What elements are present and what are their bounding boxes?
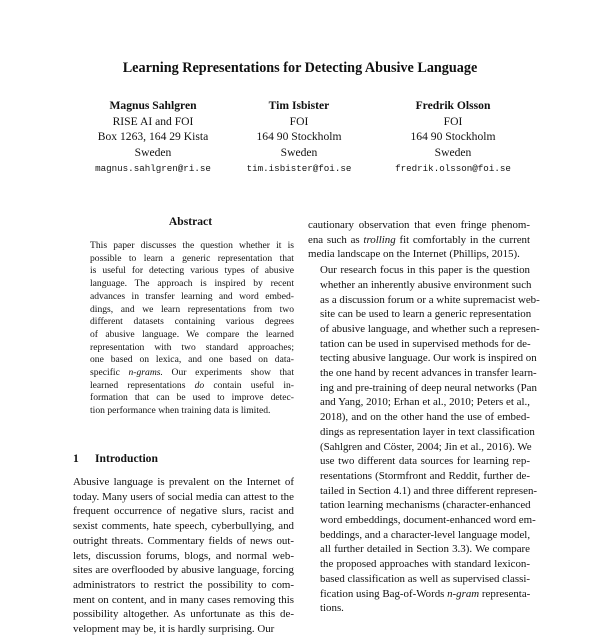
text-line: administrators to restrict the possibility to com- [73, 578, 294, 591]
author-country: Sweden [434, 145, 472, 159]
text-line: tions. [320, 602, 344, 615]
text-line: lets, discussion forums, blogs, and normal web- [73, 549, 294, 562]
text-line: media landscape on the Internet (Phillips, 2015). [308, 248, 520, 261]
author-1 [68, 98, 238, 177]
text-line: This paper discusses the question whether it is [90, 240, 294, 251]
paragraph-continued [308, 218, 530, 262]
text-line: based classification as well as supervised classi- [320, 572, 530, 585]
author-3 [368, 98, 538, 177]
author-email: fredrik.olsson@foi.se [395, 163, 511, 175]
author-affiliation: FOI [443, 114, 463, 128]
introduction-body [73, 475, 294, 637]
text-line: Abusive language is prevalent on the Internet of [73, 476, 294, 488]
text-line: tecting abusive language. Our work is inspired on [320, 352, 537, 365]
author-affiliation: FOI [289, 114, 309, 128]
text-line: is useful for detecting various types of abusive [90, 265, 295, 277]
author-address: 164 90 Stockholm [256, 130, 342, 144]
text-line: tation can be used in supervised methods for de- [320, 337, 531, 350]
text-line: sites are overflooded by abusive language, forcing [73, 564, 294, 577]
text-line: as a discussion forum or a white supremacist web- [320, 293, 540, 306]
text-line: fication using Bag-of-Words n-gram representa- [320, 587, 531, 600]
text-line: word embeddings, document-enhanced word em- [320, 514, 536, 527]
text-line: possibility altogether. As unfortunate as this de- [73, 608, 294, 621]
text-line: frequent occurrence of negative slurs, racist and [73, 505, 294, 518]
paragraph-research-focus [308, 263, 540, 616]
author-name: Tim Isbister [268, 99, 330, 112]
text-line: possible to learn a generic representation that [90, 252, 294, 264]
text-line: formation that can be used to improve detec- [90, 392, 294, 404]
text-line: specific n-grams. Our experiments show that [90, 367, 294, 379]
text-line: Our research focus in this paper is the question [320, 264, 530, 277]
text-line: language. The approach is inspired by recent [90, 278, 294, 290]
section-heading [73, 452, 293, 465]
right-column [308, 218, 540, 616]
author-name: Magnus Sahlgren [109, 99, 197, 112]
author-affiliation: RISE AI and FOI [112, 114, 194, 128]
text-line: of abusive language. We compare the learned [90, 328, 294, 340]
text-line: whether an inherently abusive environment such [320, 278, 532, 291]
abstract-heading: Abstract [168, 215, 213, 228]
text-line: ing and pre-training of deep neural networks (Pan [320, 381, 537, 394]
author-address: 164 90 Stockholm [410, 130, 496, 144]
text-line: and Yang, 2010; Erhan et al., 2010; Peters et al., [320, 396, 530, 409]
section-title: Introduction [95, 452, 158, 465]
text-line: sexist comments, hate speech, cyberbullying, and [73, 520, 294, 533]
author-country: Sweden [134, 145, 172, 159]
text-line: dings, and we learn representations from two [90, 303, 295, 315]
text-line: resentations (Stormfront and Reddit, further de- [320, 469, 530, 482]
text-line: ment on content, and in many cases removing this [73, 593, 294, 606]
text-line: beddings, and a character-level language model, [320, 528, 531, 541]
text-line: cautionary observation that even fringe phenom- [308, 219, 531, 231]
text-line: use two different data sources for learning rep- [320, 455, 530, 468]
text-line: today. Many users of social media can attest to the [73, 490, 294, 503]
section-number: 1 [73, 452, 79, 465]
abstract-body [90, 240, 294, 418]
text-line: representation with two standard approaches; [90, 341, 295, 353]
text-line: velopment may be, it is hardly surprising. Our [73, 623, 275, 636]
text-line: ena such as trolling fit comfortably in the current [308, 233, 531, 246]
text-line: tation learning mechanisms (character-enhanced [320, 499, 531, 512]
text-line: dings as representation layer in text classification [320, 425, 535, 438]
author-address: Box 1263, 164 29 Kista [97, 130, 209, 144]
text-line: the proposed approaches with standard lexicon- [320, 558, 530, 571]
text-line: tion performance when training data is limited. [90, 405, 271, 417]
text-line: (Sahlgren and Cöster, 2004; Jin et al., 2016). We [320, 440, 532, 453]
text-line: learned representations do contain useful in- [90, 379, 294, 391]
text-line: of abusive language, and whether such a represen- [320, 322, 540, 335]
text-line: site can be used to learn a generic representation [320, 308, 532, 321]
text-line: advances in transfer learning and word embed- [90, 290, 294, 302]
author-country: Sweden [280, 145, 318, 159]
text-line: different datasets containing various degrees [90, 316, 294, 328]
text-line: all further detailed in Section 3.3). We compare [320, 543, 530, 556]
text-line: outright threats. Commentary fields of news out- [73, 534, 295, 547]
text-line: tailed in Section 4.1) and three different represen- [320, 484, 538, 497]
author-email: magnus.sahlgren@ri.se [95, 163, 211, 175]
text-line: the one hand by recent advances in transfer learn- [320, 367, 537, 380]
paper-title: Learning Representations for Detecting Abusive Language [122, 60, 478, 76]
author-2 [214, 98, 384, 177]
author-name: Fredrik Olsson [415, 99, 491, 112]
text-line: one based on lexica, and one based on data- [90, 354, 294, 366]
text-line: 2018), and on the other hand the use of embed- [320, 411, 530, 424]
author-email: tim.isbister@foi.se [246, 163, 352, 175]
